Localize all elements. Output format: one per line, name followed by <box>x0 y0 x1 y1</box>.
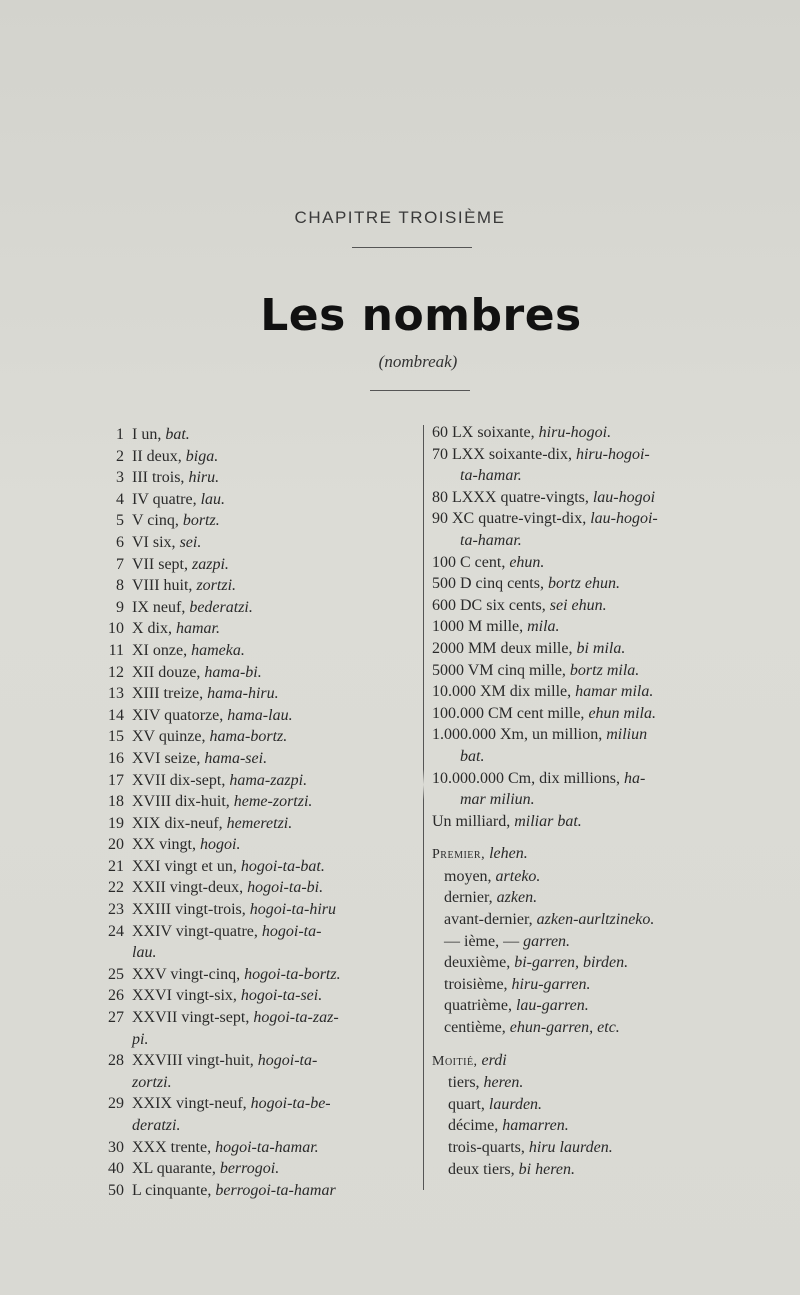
entry-text <box>132 899 415 921</box>
title-rule <box>370 390 470 391</box>
entry-basque: hiru-hogoi- <box>575 445 650 463</box>
entry-number: 14 <box>108 706 124 724</box>
entry-text <box>132 532 415 554</box>
entry-number: 5 <box>116 512 124 530</box>
entry-basque-continued: ta-hamar. <box>460 531 522 549</box>
number-entry <box>100 856 415 878</box>
numbers-right-column <box>432 422 752 1180</box>
entry-basque: heren. <box>483 1074 524 1092</box>
entry-text <box>132 597 415 619</box>
entry-number: 4 <box>116 490 124 508</box>
numbers-left-column <box>100 424 415 1201</box>
entry-text <box>132 467 415 489</box>
number-entry <box>100 1180 415 1202</box>
entry-basque: hama-sei. <box>204 749 268 767</box>
entry-basque: hemeretzi. <box>226 814 293 832</box>
entry-french: XXII vingt-deux, <box>132 879 244 897</box>
entry-text <box>132 985 415 1007</box>
number-entry <box>100 899 415 921</box>
ordinals-entry <box>432 952 752 974</box>
entry-french: 80 LXXX quatre-vingts, <box>432 488 589 506</box>
entry-basque: hamar. <box>176 620 221 638</box>
entry-french: deuxième, <box>444 954 511 972</box>
entry-french: XX vingt, <box>132 836 196 854</box>
number-entry <box>432 444 752 466</box>
entry-french: XXV vingt-cinq, <box>132 965 241 983</box>
entry-french: XI onze, <box>132 641 188 659</box>
entry-french: XXX trente, <box>132 1138 212 1156</box>
entry-basque: bortz ehun. <box>547 575 620 593</box>
entry-number: 18 <box>108 793 124 811</box>
entry-french: 60 LX soixante, <box>432 424 535 441</box>
entry-text <box>432 422 752 444</box>
entry-text <box>132 510 415 532</box>
entry-basque-continued: lau. <box>132 944 157 962</box>
entry-french: VIII huit, <box>132 577 193 595</box>
entry-french: X dix, <box>132 620 172 638</box>
entry-french: dernier, <box>444 889 493 907</box>
entry-number: 20 <box>108 836 124 854</box>
entry-basque: lau. <box>200 490 226 508</box>
ordinals-entry <box>432 909 752 931</box>
entry-french: 600 DC six cents, <box>432 596 546 614</box>
number-entry <box>100 985 415 1007</box>
entry-french: deux tiers, <box>448 1160 515 1178</box>
entry-number: 15 <box>108 728 124 746</box>
heading-rule <box>352 247 472 248</box>
entry-french: XII douze, <box>132 663 201 681</box>
entry-text <box>448 1072 752 1094</box>
entry-french: XIV quatorze, <box>132 706 224 724</box>
entry-basque: hogoi. <box>200 836 241 854</box>
entry-text <box>444 909 752 931</box>
entry-french: XIII treize, <box>132 685 204 703</box>
entry-basque: bortz mila. <box>569 661 640 679</box>
entry-basque: hogoi-ta-bortz. <box>244 965 341 983</box>
entry-text <box>432 552 752 574</box>
entry-number: 3 <box>116 469 124 487</box>
fractions-entry <box>432 1137 752 1159</box>
number-entry <box>100 446 415 468</box>
entry-text <box>132 748 415 770</box>
entry-basque: hama-bi. <box>204 663 262 681</box>
entry-text <box>132 705 415 727</box>
entry-basque: hogoi-ta-sei. <box>240 987 323 1005</box>
entry-basque: arteko. <box>495 867 541 885</box>
entry-basque: berrogoi. <box>219 1160 280 1178</box>
entry-basque: bortz. <box>182 512 220 530</box>
entry-text <box>444 1017 752 1039</box>
number-entry <box>432 811 752 833</box>
entry-basque: lau-garren. <box>515 997 589 1015</box>
entry-text <box>432 616 752 638</box>
entry-number: 28 <box>108 1052 124 1070</box>
fractions-heading-eu: erdi <box>481 1051 507 1069</box>
entry-basque: hogoi-ta-be- <box>250 1095 331 1113</box>
entry-french: XIX dix-neuf, <box>132 814 223 832</box>
entry-french: Un milliard, <box>432 812 511 830</box>
entry-basque: heme-zortzi. <box>233 793 313 811</box>
entry-basque: hogoi-ta-bat. <box>240 857 325 875</box>
number-entry <box>100 467 415 489</box>
fractions-entry <box>432 1094 752 1116</box>
entry-basque: hama-lau. <box>227 706 293 724</box>
fractions-heading-fr: Moitié, <box>432 1053 478 1069</box>
entry-french: 100 C cent, <box>432 553 506 571</box>
number-entry <box>432 487 752 509</box>
entry-basque-continued: deratzi. <box>132 1117 181 1134</box>
entry-number: 12 <box>108 663 124 681</box>
entry-french: troisième, <box>444 975 508 993</box>
entry-french: XXIV vingt-quatre, <box>132 922 258 940</box>
number-entry <box>100 1007 415 1029</box>
entry-text <box>132 770 415 792</box>
entry-french: VII sept, <box>132 555 188 573</box>
entry-number: 13 <box>108 685 124 703</box>
entry-basque: hameka. <box>191 641 245 659</box>
number-entry <box>100 791 415 813</box>
number-entry <box>100 748 415 770</box>
entry-text <box>132 575 415 597</box>
ordinals-heading <box>432 843 752 866</box>
entry-text <box>432 660 752 682</box>
entry-basque: bat. <box>165 426 190 443</box>
entry-text <box>132 662 415 684</box>
number-entry <box>100 683 415 705</box>
number-entry <box>100 921 415 943</box>
entry-number: 23 <box>108 901 124 919</box>
entry-basque: biga. <box>185 447 219 465</box>
entry-french: IV quatre, <box>132 490 197 508</box>
entry-number: 30 <box>108 1138 124 1156</box>
entry-french: 10.000 XM dix mille, <box>432 683 572 701</box>
entry-french: VI six, <box>132 533 176 551</box>
entry-french: décime, <box>448 1117 499 1135</box>
entry-french: L cinquante, <box>132 1181 212 1199</box>
entry-french: II deux, <box>132 447 182 465</box>
number-entry <box>100 575 415 597</box>
fractions-list <box>432 1050 752 1181</box>
entry-french: I un, <box>132 426 162 443</box>
entry-french: XVII dix-sept, <box>132 771 226 789</box>
entry-basque: hiru laurden. <box>528 1139 613 1156</box>
entry-french: XVIII dix-huit, <box>132 793 230 811</box>
entry-french: IX neuf, <box>132 598 186 616</box>
entry-basque: hogoi-ta- <box>261 922 322 940</box>
entry-french: XXI vingt et un, <box>132 857 237 875</box>
fractions-entry <box>432 1115 752 1137</box>
entry-number: 6 <box>116 533 124 551</box>
number-entry <box>100 640 415 662</box>
entry-text <box>132 877 415 899</box>
entry-number: 17 <box>108 771 124 789</box>
number-entry <box>432 768 752 790</box>
entry-basque: berrogoi-ta-hamar <box>215 1181 336 1199</box>
entry-french: III trois, <box>132 469 185 487</box>
entry-text <box>448 1115 752 1137</box>
entry-basque-continued: pi. <box>132 1030 149 1048</box>
entry-text <box>132 813 415 835</box>
entry-text <box>132 1137 415 1159</box>
number-entry <box>100 705 415 727</box>
entry-french: XV quinze, <box>132 728 206 746</box>
entry-basque: lau-hogoi <box>592 488 656 506</box>
entry-french: XXIII vingt-trois, <box>132 901 246 919</box>
entry-french: 1000 M mille, <box>432 618 524 636</box>
entry-basque: laurden. <box>488 1095 543 1113</box>
number-entry <box>100 770 415 792</box>
entry-french: 10.000.000 Cm, dix millions, <box>432 769 621 787</box>
entry-number: 9 <box>116 598 124 616</box>
number-entry <box>432 508 752 530</box>
entry-basque: ehun-garren, etc. <box>509 1019 620 1037</box>
entry-french: 2000 MM deux mille, <box>432 639 573 657</box>
entry-french: tiers, <box>448 1074 480 1092</box>
entry-number: 7 <box>116 555 124 573</box>
entry-text <box>444 866 752 888</box>
entry-number: 24 <box>108 922 124 940</box>
entry-basque: azken-aurltzineko. <box>536 911 655 929</box>
entry-basque: miliar bat. <box>514 812 582 830</box>
entry-french: XVI seize, <box>132 749 201 767</box>
entry-basque: hama-zazpi. <box>229 771 308 789</box>
number-entry <box>100 1137 415 1159</box>
entry-french: avant-dernier, <box>444 911 533 929</box>
entry-text <box>132 1050 415 1072</box>
entry-text <box>448 1094 752 1116</box>
entry-number: 40 <box>108 1160 124 1178</box>
page-title: Les nombres <box>260 290 582 341</box>
entry-text <box>432 573 752 595</box>
entry-french: 1.000.000 Xm, un million, <box>432 726 603 744</box>
entry-basque: hogoi-ta- <box>257 1052 318 1070</box>
entry-basque: ha- <box>624 769 646 787</box>
entry-number: 50 <box>108 1181 124 1199</box>
entry-text <box>432 508 752 530</box>
entry-basque: hamar mila. <box>575 683 654 701</box>
entry-text <box>132 834 415 856</box>
ordinals-entry <box>432 887 752 909</box>
entry-french: 100.000 CM cent mille, <box>432 704 585 722</box>
entry-basque-continued: zortzi. <box>132 1073 172 1091</box>
entry-basque: ehun. <box>509 553 545 571</box>
entry-french: XXIX vingt-neuf, <box>132 1095 247 1113</box>
entry-text <box>432 703 752 725</box>
entry-basque: hogoi-ta-hamar. <box>215 1138 319 1156</box>
entry-french: 5000 VM cinq mille, <box>432 661 566 679</box>
entry-french: V cinq, <box>132 512 179 530</box>
entry-french: — ième, — <box>444 932 520 950</box>
entry-french: moyen, <box>444 867 492 885</box>
entry-number: 16 <box>108 749 124 767</box>
fractions-entry <box>432 1072 752 1094</box>
entry-number: 22 <box>108 879 124 897</box>
entry-french: quatrième, <box>444 997 512 1015</box>
large-numbers-list <box>432 422 752 832</box>
entry-basque: ehun mila. <box>588 704 656 722</box>
entry-number: 26 <box>108 987 124 1005</box>
ordinals-entry <box>432 1017 752 1039</box>
entry-basque: hamarren. <box>502 1117 569 1135</box>
entry-text <box>432 595 752 617</box>
entry-basque: bi mila. <box>576 639 626 657</box>
entry-text <box>432 681 752 703</box>
entry-text <box>432 811 752 833</box>
entry-basque: zortzi. <box>196 577 237 595</box>
entry-french: 500 D cinq cents, <box>432 575 544 593</box>
number-entry <box>100 877 415 899</box>
number-entry <box>100 1158 415 1180</box>
entry-text <box>132 921 415 943</box>
number-entry <box>100 726 415 748</box>
number-entry <box>100 597 415 619</box>
number-entry <box>432 573 752 595</box>
entry-text <box>444 974 752 996</box>
ordinals-heading-fr: Premier, <box>432 847 486 863</box>
ordinals-heading-eu: lehen. <box>489 845 528 863</box>
entry-french: quart, <box>448 1095 485 1113</box>
entry-number: 2 <box>116 447 124 465</box>
ordinals-entry <box>432 995 752 1017</box>
number-entry <box>432 616 752 638</box>
entry-french: centième, <box>444 1019 506 1037</box>
entry-number: 8 <box>116 577 124 595</box>
number-entry <box>432 552 752 574</box>
entry-basque-continued: ta-hamar. <box>460 467 522 485</box>
entry-text <box>444 995 752 1017</box>
entry-text <box>432 638 752 660</box>
entry-text <box>132 1093 415 1115</box>
column-divider <box>423 425 424 1190</box>
number-entry <box>100 510 415 532</box>
entry-french: XXVIII vingt-huit, <box>132 1052 254 1070</box>
entry-basque: hiru-garren. <box>511 975 591 993</box>
entry-text <box>132 791 415 813</box>
entry-basque: hogoi-ta-zaz- <box>253 1009 339 1027</box>
entry-basque: hiru-hogoi. <box>538 424 612 441</box>
entry-text <box>448 1159 752 1181</box>
entry-text <box>132 424 415 446</box>
entry-number: 21 <box>108 857 124 875</box>
entry-number: 10 <box>108 620 124 638</box>
entry-basque: hama-hiru. <box>207 685 279 703</box>
number-entry <box>100 1050 415 1072</box>
entry-number: 11 <box>108 641 124 659</box>
number-entry <box>432 724 752 746</box>
entry-text <box>132 1180 415 1202</box>
entry-number: 25 <box>108 965 124 983</box>
entry-text <box>444 887 752 909</box>
number-entry <box>100 424 415 446</box>
number-entry <box>432 703 752 725</box>
entry-text <box>432 768 752 790</box>
entry-text <box>448 1137 752 1159</box>
entry-french: XXVII vingt-sept, <box>132 1009 250 1027</box>
entry-basque: miliun <box>606 726 648 744</box>
entry-text <box>132 726 415 748</box>
entry-text <box>132 683 415 705</box>
number-entry <box>100 489 415 511</box>
entry-basque: zazpi. <box>191 555 229 573</box>
fractions-heading <box>432 1050 752 1073</box>
chapter-heading: CHAPITRE TROISIÈME <box>294 208 506 227</box>
entry-text <box>132 1007 415 1029</box>
entry-text <box>132 856 415 878</box>
number-entry <box>100 1093 415 1115</box>
number-entry <box>432 638 752 660</box>
entry-basque-continued: mar miliun. <box>460 791 535 809</box>
entry-french: XL quarante, <box>132 1160 216 1178</box>
number-entry <box>432 660 752 682</box>
entry-number: 29 <box>108 1095 124 1113</box>
entry-text <box>432 487 752 509</box>
entry-basque: bi-garren, birden. <box>514 954 629 972</box>
entry-number: 1 <box>116 426 124 443</box>
page-subtitle: (nombreak) <box>378 352 458 371</box>
entry-basque: hogoi-ta-bi. <box>247 879 324 897</box>
entry-basque: bederatzi. <box>189 598 253 616</box>
entry-basque: hiru. <box>188 469 220 487</box>
entry-text <box>132 618 415 640</box>
entry-text <box>432 444 752 466</box>
ordinals-entry <box>432 931 752 953</box>
entry-basque: bi heren. <box>518 1160 575 1178</box>
entry-text <box>132 554 415 576</box>
entry-french: 90 XC quatre-vingt-dix, <box>432 510 587 528</box>
entry-text <box>132 446 415 468</box>
entry-number: 27 <box>108 1009 124 1027</box>
entry-french: trois-quarts, <box>448 1139 525 1156</box>
entry-basque-continued: bat. <box>460 747 485 765</box>
ordinals-entry <box>432 866 752 888</box>
number-entry <box>100 834 415 856</box>
number-entry <box>100 813 415 835</box>
number-entry <box>100 964 415 986</box>
entry-basque: garren. <box>523 932 571 950</box>
number-entry <box>432 681 752 703</box>
entry-basque: hogoi-ta-hiru <box>249 901 336 919</box>
entry-french: XXVI vingt-six, <box>132 987 237 1005</box>
entry-text <box>444 952 752 974</box>
entry-french: 70 LXX soixante-dix, <box>432 445 572 463</box>
entry-text <box>132 964 415 986</box>
entry-basque: hama-bortz. <box>209 728 288 746</box>
entry-basque: lau-hogoi- <box>590 510 658 528</box>
number-entry <box>100 618 415 640</box>
entry-text <box>132 1158 415 1180</box>
ordinals-list <box>432 843 752 1038</box>
entry-number: 19 <box>108 814 124 832</box>
number-entry <box>432 422 752 444</box>
entry-basque: mila. <box>527 618 560 636</box>
entry-text <box>132 489 415 511</box>
ordinals-entry <box>432 974 752 996</box>
entry-text <box>132 640 415 662</box>
entry-text <box>444 931 752 953</box>
entry-basque: azken. <box>496 889 538 907</box>
number-entry <box>100 532 415 554</box>
entry-basque: sei. <box>179 533 202 551</box>
entry-basque: sei ehun. <box>549 596 607 614</box>
number-entry <box>100 662 415 684</box>
fractions-entry <box>432 1159 752 1181</box>
entry-text <box>432 724 752 746</box>
number-entry <box>100 554 415 576</box>
number-entry <box>432 595 752 617</box>
